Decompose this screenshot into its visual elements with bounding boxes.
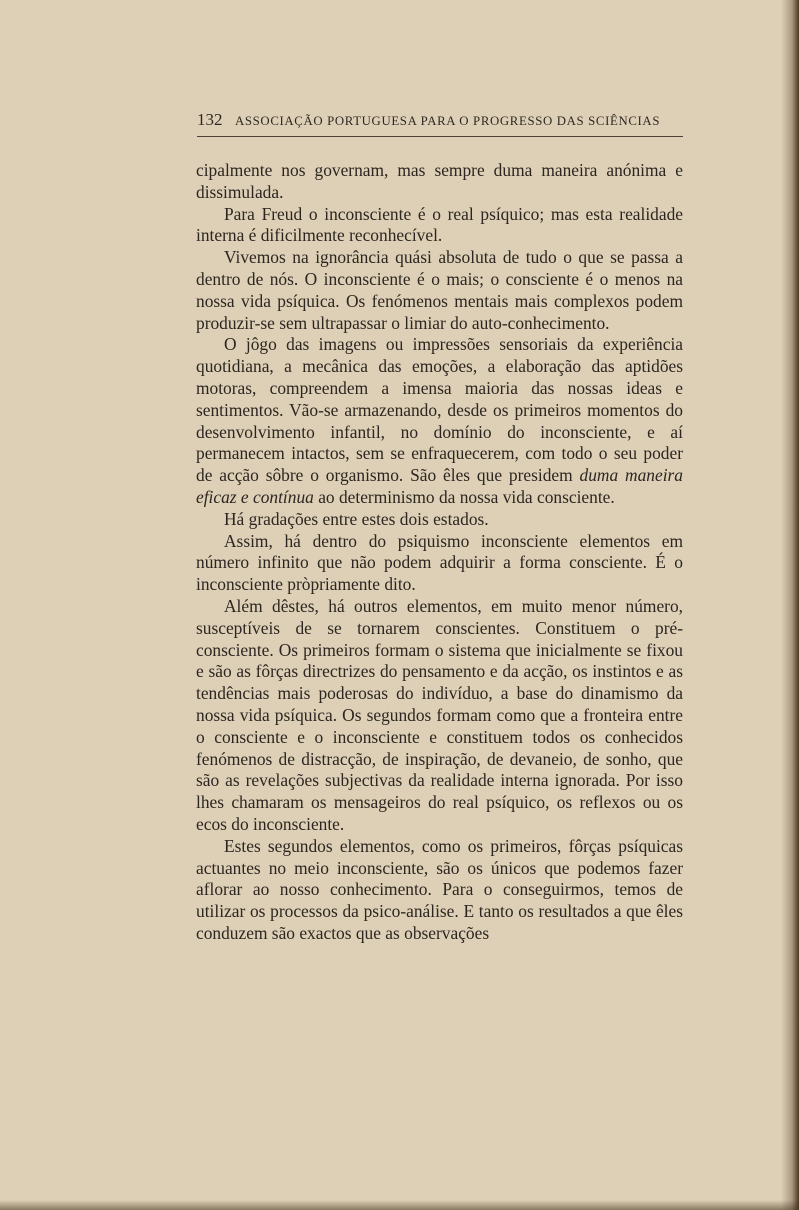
paragraph-8: Estes segundos elementos, como os primeiros, fôrças psíquicas actuantes no meio inconsciente, são os únicos que podemos fazer aflorar ao nosso conhecimento. Para o conseguirmos, temos de utilizar os processos da psico-análise. E tanto os resultados a que êles conduzem são exactos que as observações [196,835,683,943]
page-header [197,110,683,137]
paragraph-3: Vivemos na ignorância quási absoluta de tudo o que se passa a dentro de nós. O inconsciente é o mais; o consciente é o menos na nossa vida psíquica. Os fenómenos mentais mais complexos podem produzir-se sem ultrapassar o limiar do auto-conhecimento. [196,247,683,333]
paragraph-7: Além dêstes, há outros elementos, em muito menor número, susceptíveis de se tornarem conscientes. Constituem o pré-consciente. Os primeiros formam o sistema que inicialmente se fixou e são as fôrças directrizes do pensamento e da acção, os instintos e as tendências mais poderosas do indivíduo, a base do dinamismo da nossa vida psíquica. Os segundos formam como que a fronteira entre o consciente e o inconsciente e constituem todos os conhecidos fenómenos de distracção, de inspiração, de devaneio, de sonho, que são as revelações subjectivas da realidade interna ignorada. Por isso lhes chamaram os mensageiros do real psíquico, os reflexos ou os ecos do inconsciente. [196,595,683,834]
paragraph-1: cipalmente nos governam, mas sempre duma maneira anónima e dissimulada. [196,160,683,202]
paragraph-2: Para Freud o inconsciente é o real psíquico; mas esta realidade interna é dificilmente reconhecível. [196,203,683,246]
page-edge-shadow [781,0,799,1210]
paragraph-4-text-before: O jôgo das imagens ou impressões sensoriais da experiência quotidiana, a mecânica das emoções, a elaboração das aptidões motoras, compreendem a imensa maioria das nossas ideas e sentimentos. Vão-se armazenando, desde os primeiros momentos do desenvolvimento infantil, no domínio do inconsciente, e aí permanecem intactos, sem se enfraquecerem, com todo o seu poder de acção sôbre o organismo. São êles que presidem [196,334,683,486]
paragraph-4 [196,334,683,508]
body-text [196,160,683,945]
paragraph-4-text-after: ao determinismo da nossa vida consciente. [318,486,615,507]
page-bottom-shadow [0,1200,799,1210]
paragraph-6: Assim, há dentro do psiquismo inconsciente elementos em número infinito que não podem adquirir a forma consciente. É o inconsciente pròpriamente dito. [196,530,683,595]
running-head: ASSOCIAÇÃO PORTUGUESA PARA O PROGRESSO DAS SCIÊNCIAS [235,114,661,128]
paragraph-5: Há gradações entre estes dois estados. [224,508,489,529]
paragraph-4-italic-phrase: duma maneira eficaz e contínua [196,465,683,507]
page-number: 132 [197,110,223,129]
